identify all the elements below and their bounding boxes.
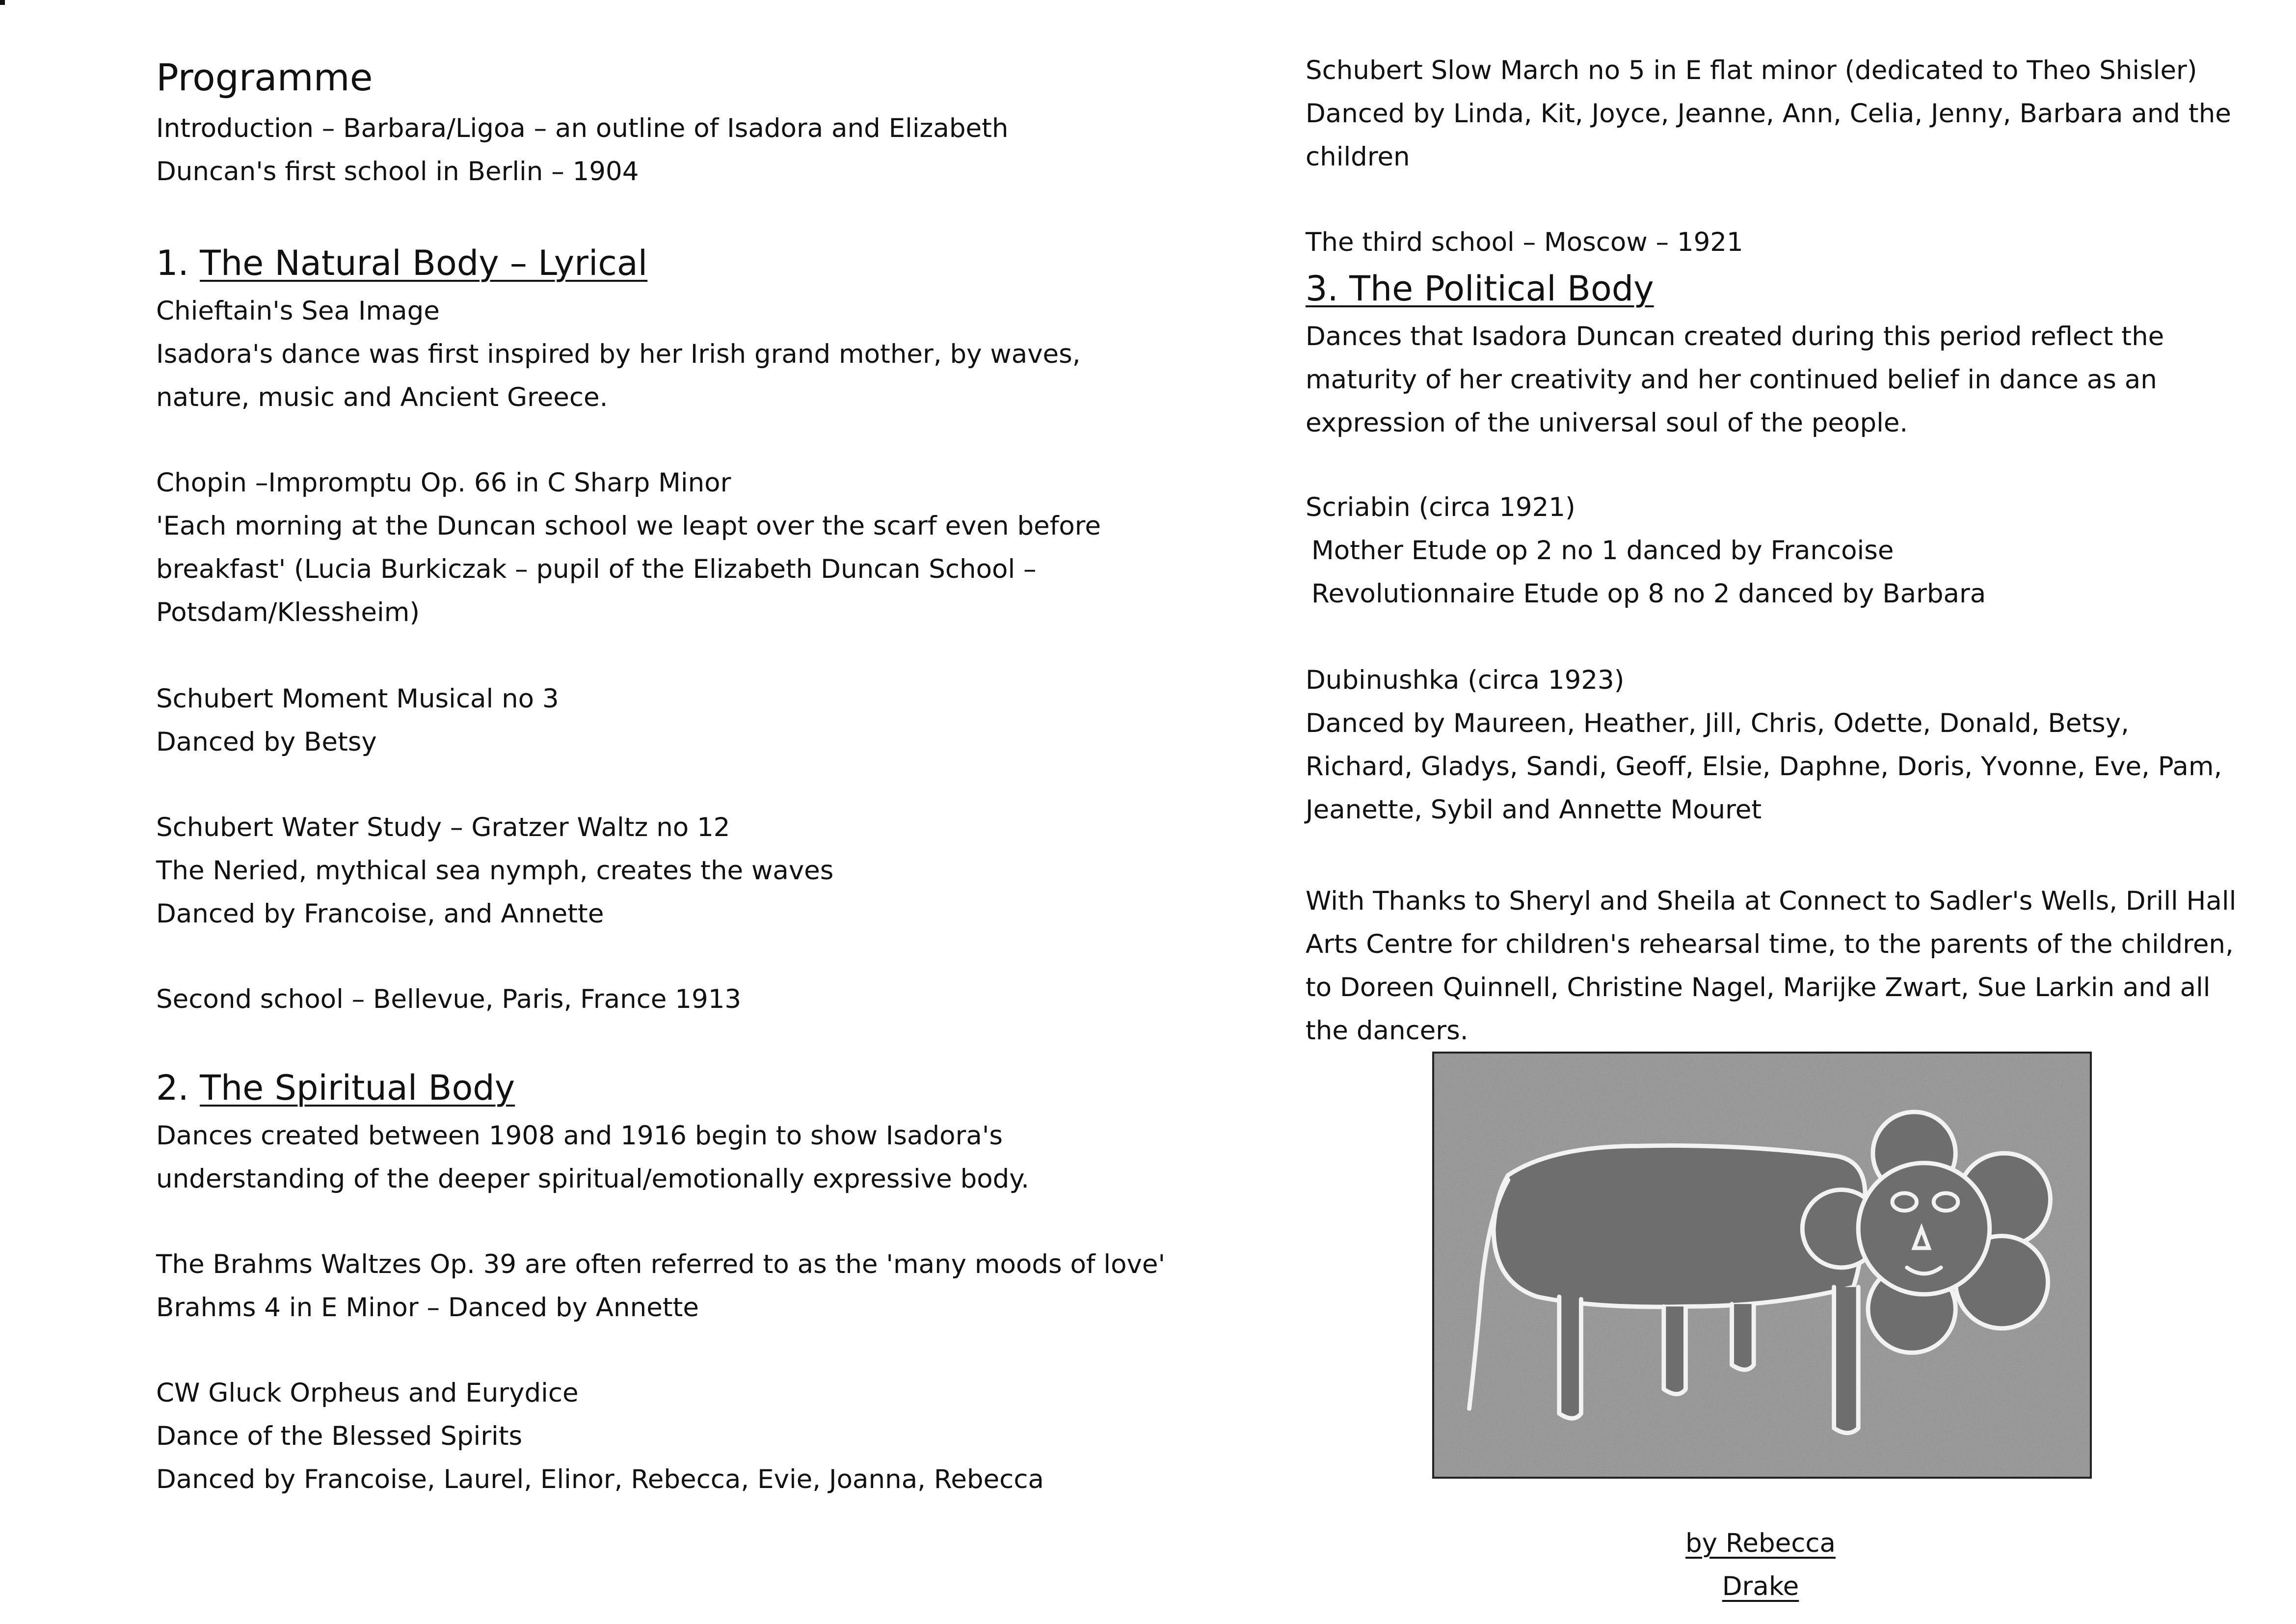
piece-title: Schubert Moment Musical no 3 — [156, 684, 559, 714]
piece-line: Mother Etude op 2 no 1 danced by Francoise — [1311, 536, 1894, 566]
intro-text: Introduction – Barbara/Ligoa – an outline of Isadora and Elizabeth Duncan's first school in Berlin – 1904 — [156, 113, 1009, 187]
scan-mark — [0, 0, 5, 5]
brahms-piece: Brahms 4 in E Minor – Danced by Annette — [156, 1293, 699, 1323]
piece-dancers: Danced by Betsy — [156, 727, 377, 757]
section-3-heading — [1306, 265, 2238, 312]
section-3-title: 3. The Political Body — [1306, 269, 1654, 309]
section-1-title: The Natural Body – Lyrical — [200, 243, 648, 283]
piece-line: Revolutionnaire Etude op 8 no 2 danced by Barbara — [1311, 579, 1986, 609]
piece-dancers: Danced by Maureen, Heather, Jill, Chris, Odette, Donald, Betsy, Richard, Gladys, Sandi, Geoff, Elsie, Daphne, Doris, Yvonne, Eve, Pam, Jeanette, Sybil and Annette Mouret — [1306, 708, 2222, 825]
section-1-number: 1. — [156, 243, 189, 283]
piece-title: Schubert Slow March no 5 in E flat minor (dedicated to Theo Shisler) — [1306, 55, 2197, 85]
piece-description: Isadora's dance was first inspired by her Irish grand mother, by waves, nature, music and Ancient Greece. — [156, 339, 1081, 412]
piece-title: Chieftain's Sea Image — [156, 296, 440, 326]
piece-dancers: Danced by Francoise, Laurel, Elinor, Rebecca, Evie, Joanna, Rebecca — [156, 1464, 1044, 1494]
piece-title: Scriabin (circa 1921) — [1306, 492, 1575, 522]
drawing-caption: by Rebecca Drake — [1685, 1528, 1836, 1601]
second-school: Second school – Bellevue, Paris, France 1913 — [156, 984, 742, 1014]
piece-description: The Neried, mythical sea nymph, creates the waves — [156, 856, 834, 886]
section-2-title: The Spiritual Body — [200, 1068, 515, 1108]
piece-dancers: Danced by Linda, Kit, Joyce, Jeanne, Ann, Celia, Jenny, Barbara and the children — [1306, 99, 2231, 172]
section-3-description: Dances that Isadora Duncan created during this period reflect the maturity of her creativity and her continued belief in dance as an expression of the universal soul of the people. — [1306, 322, 2164, 438]
piece-quote: 'Each morning at the Duncan school we leapt over the scarf even before breakfast' (Lucia Burkiczak – pupil of the Elizabeth Duncan School – Potsdam/Klessheim) — [156, 511, 1101, 627]
third-school: The third school – Moscow – 1921 — [1306, 227, 1743, 257]
programme-title: Programme — [156, 55, 373, 99]
piece-title: Chopin –Impromptu Op. 66 in C Sharp Minor — [156, 468, 731, 498]
piece-title: Schubert Water Study – Gratzer Waltz no 12 — [156, 812, 730, 842]
thanks-text: With Thanks to Sheryl and Sheila at Connect to Sadler's Wells, Drill Hall Arts Centre for children's rehearsal time, to the parents of the children, to Doreen Quinnell, Christine Nagel, Marijke Zwart, Sue Larkin and all the dancers. — [1306, 886, 2237, 1046]
section-2-heading — [156, 1064, 1128, 1111]
section-1-heading — [156, 240, 1128, 287]
section-2-number: 2. — [156, 1068, 189, 1108]
brahms-note: The Brahms Waltzes Op. 39 are often referred to as the 'many moods of love' — [156, 1249, 1166, 1279]
animal-drawing-icon — [1434, 1054, 2090, 1477]
piece-title: CW Gluck Orpheus and Eurydice — [156, 1378, 579, 1408]
piece-dancers: Danced by Francoise, and Annette — [156, 899, 604, 929]
section-2-description: Dances created between 1908 and 1916 begin to show Isadora's understanding of the deeper spiritual/emotionally expressive body. — [156, 1121, 1029, 1194]
section-3-number: 3. — [1306, 269, 1338, 309]
piece-title: Dubinushka (circa 1923) — [1306, 665, 1625, 695]
child-drawing-image — [1432, 1052, 2092, 1479]
piece-subtitle: Dance of the Blessed Spirits — [156, 1421, 523, 1451]
